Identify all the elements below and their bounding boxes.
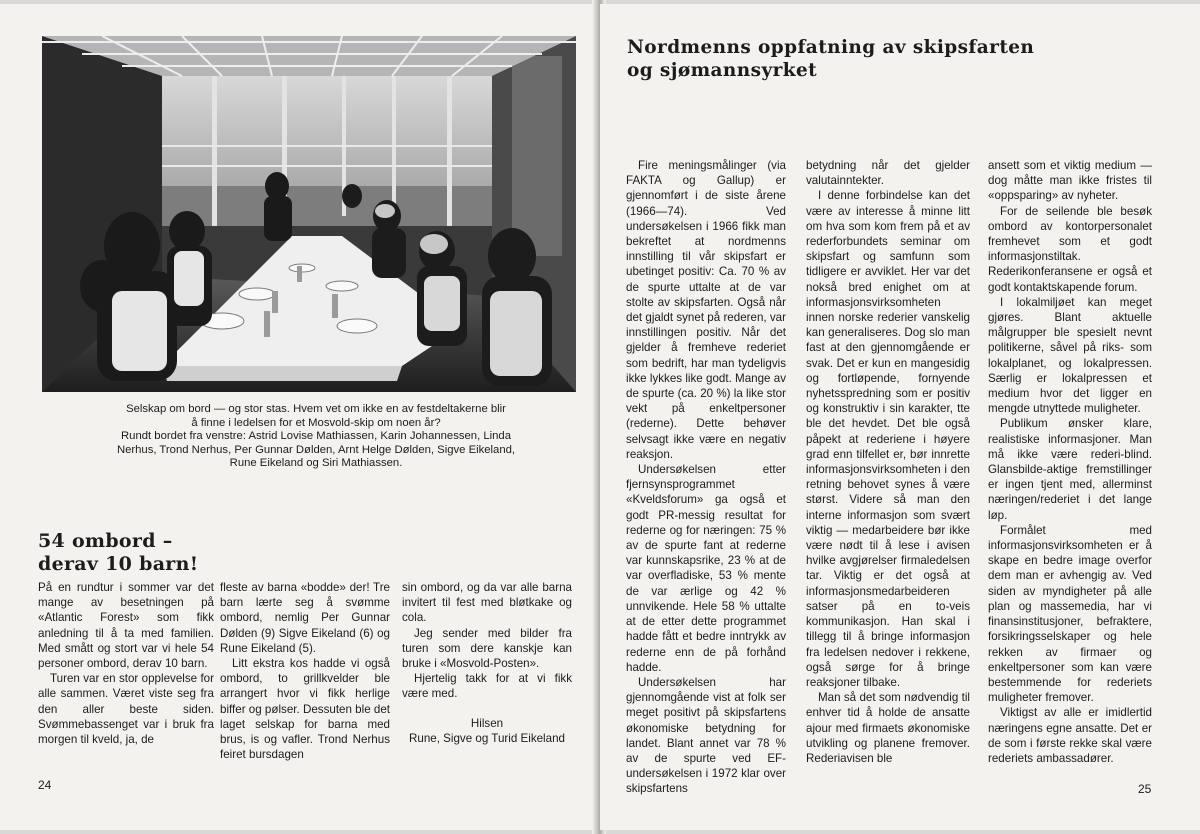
article-column-3 <box>988 158 1152 766</box>
paragraph: På en rundtur i sommer var det mange av besetningen på «Atlantic Forest» som fikk anledning til å ta med familien. Med smått og stort var vi hele 54 personer ombord, derav 10 barn. <box>38 581 214 671</box>
paragraph: sin ombord, og da var alle barna invitert til fest med bløtkake og cola. <box>402 581 572 625</box>
page-number: 25 <box>1138 782 1152 796</box>
page-number: 24 <box>38 778 52 792</box>
paragraph: Turen var en stor opplevelse for alle sammen. Været viste seg fra den aller beste siden. Svømmebassenget var i bruk fra morgen til kveld, ja, de <box>38 672 214 747</box>
page-24 <box>0 4 596 830</box>
signature: Rune, Sigve og Turid Eikeland <box>409 731 565 745</box>
paragraph: Hjertelig takk for at vi fikk være med. <box>402 672 572 701</box>
caption-line: å finne i ledelsen for et Mosvold-skip om noen år? <box>191 416 441 429</box>
photo-illustration <box>42 36 576 392</box>
photo-children-at-table <box>42 36 576 392</box>
article-column-2 <box>806 158 970 766</box>
paragraph: betydning når det gjelder valutainntekter. <box>806 159 970 188</box>
article-column-2 <box>220 580 390 762</box>
title-line: og sjømannsyrket <box>627 60 818 81</box>
photo-caption <box>58 403 574 471</box>
signoff: Hilsen <box>470 716 504 730</box>
article-headline <box>38 530 278 576</box>
paragraph: Publikum ønsker klare, realistiske informasjoner. Man må ikke være rederi-blind. Glansbilde-aktige fremstillinger er ingen tjent med, allerminst næringen/rederiet i det lange løp. <box>988 417 1152 522</box>
paragraph: I lokalmiljøet kan meget gjøres. Blant aktuelle målgrupper ble spesielt nevnt politikerne, såvel på riks- som lokalplanet, og lokalpressen. Særlig er lokalpressen et medium hvor det ligger en mengde utnyttede muligheter. <box>988 295 1152 416</box>
paragraph: Jeg sender med bilder fra turen som dere kanskje kan bruke i «Mosvold-Posten». <box>402 626 572 671</box>
paragraph: ansett som et viktig medium — dog måtte man ikke fristes til «oppsparing» av nyheter. <box>988 159 1152 203</box>
caption-line: Rune Eikeland og Siri Mathiassen. <box>229 457 403 470</box>
title-line: Nordmenns oppfatning av skipsfarten <box>627 37 1035 58</box>
paragraph: Formålet med informasjonsvirksomheten er å skape en bedre image overfor dem man er avhengig av. Ved siden av myndigheter på alle plan og massemedia, har vi finansinstitusjoner, befraktere, forsikringsselskaper og hele rekken av firmaer og enkeltpersoner som kan være bestemmende for rederiets muligheter fremover. <box>988 523 1152 705</box>
article-column-3 <box>402 580 572 746</box>
caption-line: Selskap om bord — og stor stas. Hvem vet om ikke en av festdeltakerne blir <box>126 403 506 415</box>
paragraph: I denne forbindelse kan det være av interesse å minne litt om hva som kom frem på et av rederforbundets seminar om skipsfart og samfunn som tidligere er avviklet. Her var det nokså bred enighet om at informasjonsvirksomheten innen norske rederier vanskelig kan generaliseres. Dog slo man fast at den gjennomgående er svak. Det er kun en mangesidig og fortløpende, fornyende nyhetsspredning som er positiv og konstruktiv i sin karakter, tte ble det hevdet. Det ble også påpekt at rederiene i høyere grad enn tilfellet er, bør innrette informasjonsvirksomheten i den retning behovet synes å være størst. Videre så man den interne informasjon som svært viktig — medarbeidere bør ikke være nødt til å lese i avisen hvilke avgjørelser firmaledelsen tar. Viktig er det også at informasjonsmedarbeideren satser på en to-veis kommunikasjon. Han skal i tillegg til å bringe informasjon fra ledelsen nedover i rekkene, også sørge for å bringe reaksjoner tilbake. <box>806 189 970 689</box>
paragraph: fleste av barna «bodde» der! Tre barn lærte seg å svømme ombord, nemlig Per Gunnar Dølden (9) Sigve Eikeland (6) og Rune Eikeland (5). <box>220 581 390 655</box>
caption-line: Rundt bordet fra venstre: Astrid Lovise Mathiassen, Karin Johannessen, Linda <box>121 430 511 443</box>
headline-line: derav 10 barn! <box>38 553 199 575</box>
article-title <box>627 36 1167 82</box>
paragraph: Litt ekstra kos hadde vi også ombord, to grillkvelder ble arrangert hvor vi fikk herlige biffer og pølser. Dessuten ble det laget selskap for barna med brus, is og vafler. Trond Nerhus feiret bursdagen <box>220 657 390 762</box>
paragraph: Undersøkelsen har gjennomgående vist at folk ser meget positivt på skipsfartens økonomiske betydning for landet. Blant annet var 78 % av de spurte ved EF-undersøkelsen i 1972 klar over skipsfartens <box>626 675 786 796</box>
article-column-1 <box>626 158 786 797</box>
caption-line: Nerhus, Trond Nerhus, Per Gunnar Dølden, Arnt Helge Dølden, Sigve Eikeland, <box>116 443 516 456</box>
paragraph: Fire meningsmålinger (via FAKTA og Gallup) er gjennomført i de siste årene (1966—74). Ved undersøkelsen i 1966 fikk man bekreftet at nordmenns innstilling til vår skipsfart er ubetinget positiv: Ca. 70 % av de spurte uttalte at de var stolte av skipsfarten. Også når det gjaldt synet på rederen, var innstillingen positiv. Når det gjelder å fremheve rederiet som bedrift, har man tydeligvis ikke lykkes like godt. Mange av de spurte (ca. 20 %) la like stor vekt på enkeltpersoner (rederne). Dette behøver selvsagt ikke være en negativ reaksjon. <box>626 159 786 461</box>
headline-line: 54 ombord – <box>38 530 173 552</box>
paragraph: Undersøkelsen etter fjernsynsprogrammet «Kveldsforum» ga også et godt PR-messig resultat for rederne og for næringen: 75 % av de spurte fant at rederne var kunnskapsrike, 23 % at de var overfladiske, 53 % mente de var ærlige og 42 % unnvikende. Hele 58 % uttalte at de etter dette programmet hadde fått et bedre inntrykk av rederne enn de på forhånd hadde. <box>626 463 786 674</box>
article-column-1 <box>38 580 214 747</box>
paragraph: Man så det som nødvendig til enhver tid å holde de ansatte ajour med firmaets økonomiske utvikling og planene fremover. Rederiavisen ble <box>806 691 970 765</box>
paragraph: For de seilende ble besøk ombord av kontorpersonalet fremhevet som et godt informasjonstiltak. Rederikonferansene er også et godt kontaktskapende forum. <box>988 204 1152 294</box>
paragraph: Viktigst av alle er imidlertid næringens egne ansatte. Det er de som i første rekke skal være rederiets ambassadører. <box>988 706 1152 765</box>
